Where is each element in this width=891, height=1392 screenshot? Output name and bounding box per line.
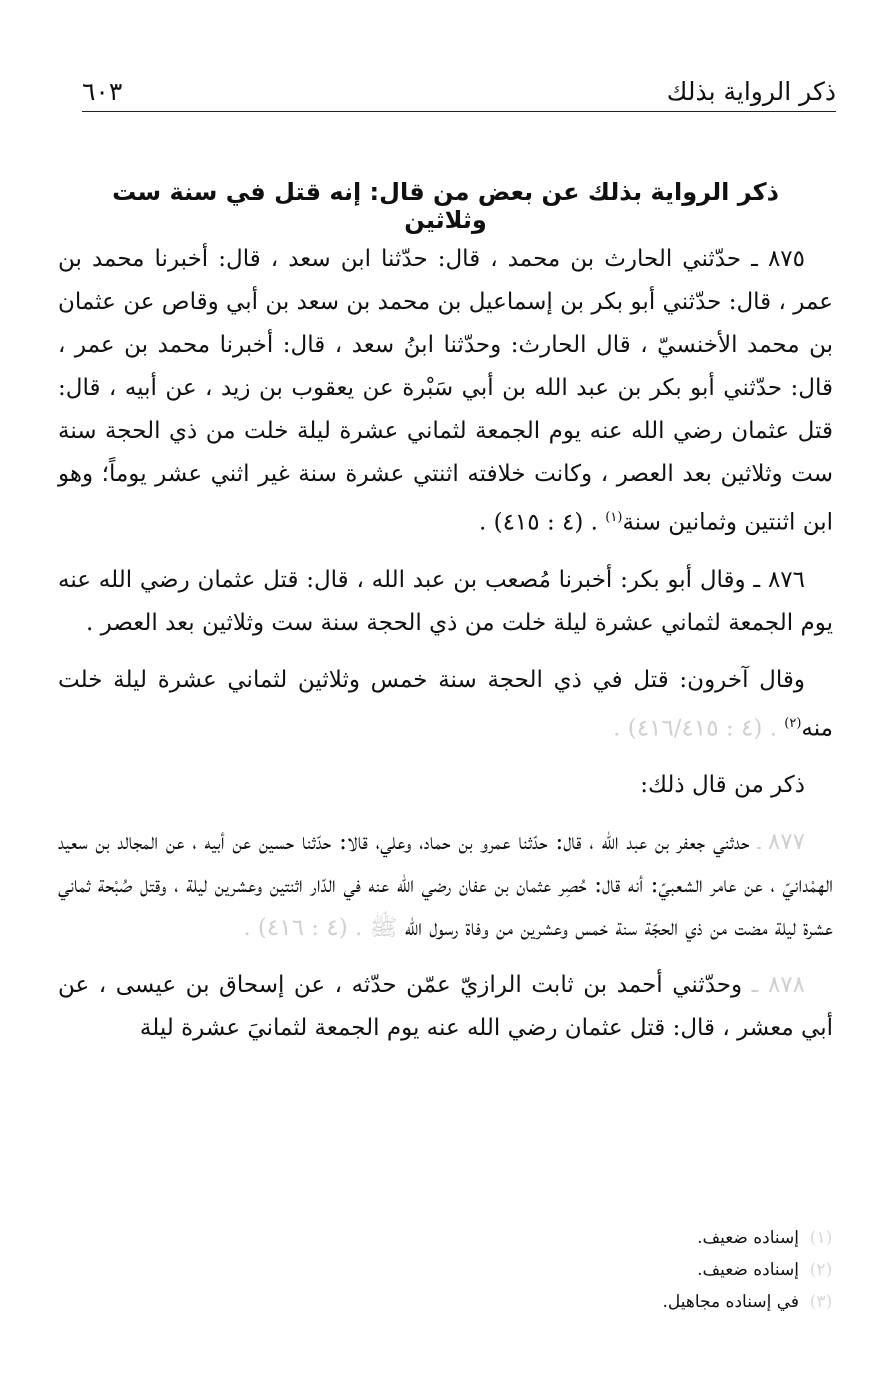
paragraph-others [58,659,833,751]
paragraph-875 [58,238,833,545]
footnote-number: (٢) [809,1260,833,1280]
paragraph-878-text: وحدّثني أحمد بن ثابت الرازيّ عمّن حدّثه ، عن إسحاق بن عيسى ، عن أبي معشر ، قال: قتل عثمان رضي الله عنه يوم الجمعة لثمانيَ عشرة ليلة [58,972,833,1042]
paragraph-others-source: . (٤ : ٤١٦/٤١٥) . [613,715,777,742]
paragraph-876: ٨٧٦ ـ وقال أبو بكر: أخبرنا مُصعب بن عبد الله ، قال: قتل عثمان رضي الله عنه يوم الجمعة لثماني عشرة ليلة خلت من ذي الحجة سنة ست وثلاثين بعد العصر . [58,566,833,636]
footnote [400,1254,833,1286]
footnote-text: إسناده ضعيف. [697,1228,799,1248]
running-head [82,70,836,106]
page-number: ٦٠٣ [82,77,123,106]
mention-heading: ذكر من قال ذلك: [640,772,805,799]
footnote-ref-2: (٢) [784,715,802,731]
footnote-text: في إسناده مجاهيل. [662,1292,799,1312]
footnote [400,1222,833,1254]
paragraph-875-source: . (٤ : ٤١٥) . [478,509,598,536]
section-title: ذكر الرواية بذلك عن بعض من قال: إنه قتل في سنة ست وثلاثين [112,178,779,234]
running-title: ذكر الرواية بذلك [666,77,836,106]
paragraph-878-number: ٨٧٨ ـ [751,972,806,999]
body-text [58,238,833,1064]
footnote [400,1286,833,1318]
footnote-number: (٣) [809,1292,833,1312]
paragraph-877-number: ٨٧٧ ـ [757,829,805,856]
paragraph-875-text: ٨٧٥ ـ حدّثني الحارث بن محمد ، قال: حدّثنا ابن سعد ، قال: أخبرنا محمد بن عمر ، قال: حدّثني أبو بكر بن إسماعيل بن محمد بن سعد بن أبي وقاص عن عثمان بن محمد الأخنسيّ ، قال الحارث: وحدّثنا ابنُ سعد ، قال: أخبرنا محمد بن عمر ، قال: حدّثني أبو بكر بن عبد الله بن أبي سَبْرة عن يعقوب بن زيد ، عن أبيه ، قال: قتل عثمان رضي الله عنه يوم الجمعة لثماني عشرة ليلة خلت من ذي الحجة سنة ست وثلاثين بعد العصر ، وكانت خلافته اثنتي عشرة سنة غير اثني عشر يوماً؛ وهو ابن اثنتين وثمانين سنة [58,246,833,536]
header-rule [82,111,836,112]
footnotes [400,1222,833,1318]
footnote-number: (١) [809,1228,833,1248]
paragraph-others-text: وقال آخرون: قتل في ذي الحجة سنة خمس وثلاثين لثماني عشرة ليلة خلت منه [58,666,833,742]
footnote-ref-1: (١) [605,510,623,525]
paragraph-878 [58,964,833,1050]
footnote-text: إسناده ضعيف. [697,1260,799,1280]
paragraph-877-source: ﷺ . (٤ : ٤١٦) . [243,915,398,942]
paragraph-877 [58,821,833,950]
paragraph-877-text: حدثني جعفر بن عبد الله ، قال: حدّثنا عمرو بن حماد، وعلي، قالا: حدّثنا حسين عن أبيه ، عن المجالد بن سعيد الهمْدانيّ ، عن عامر الشعبيّ: أنه قال: حُصِر عثمان بن عفان رضي الله عنه في الدّار اثنتين وعشرين ليلة ، وقتل صُبْحة ثماني عشرة ليلة مضت من ذي الحجّة سنة خمس وعشرين من وفاة رسول الله [58,829,833,942]
